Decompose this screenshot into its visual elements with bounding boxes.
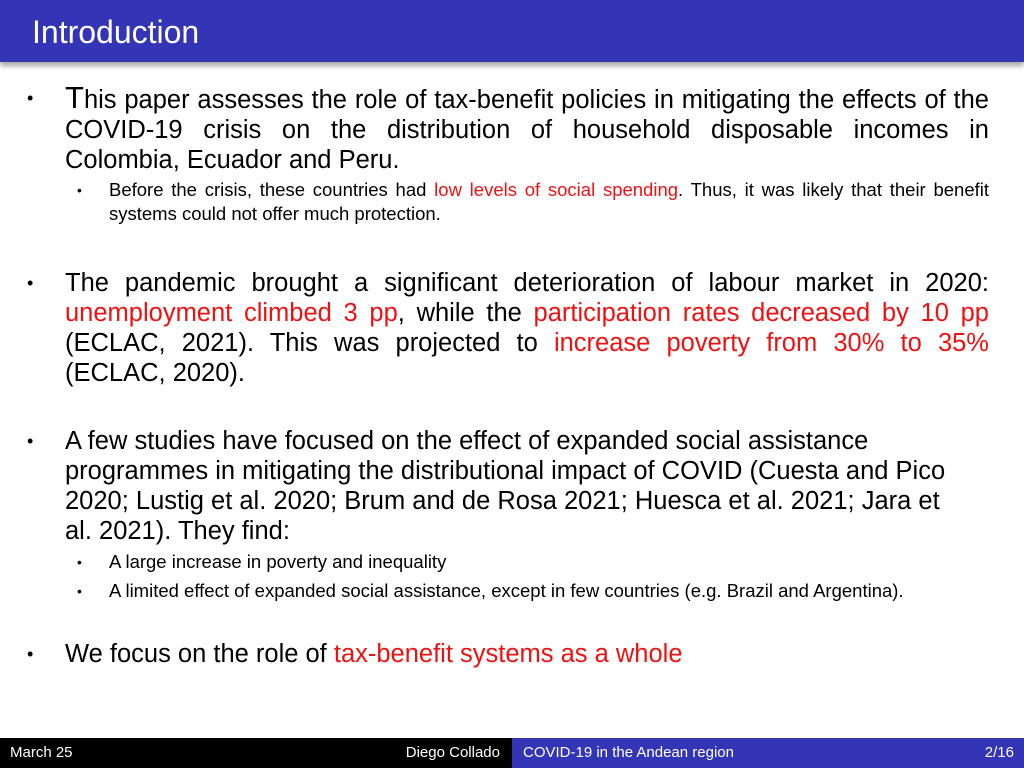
bullet-text: (ECLAC, 2021). This was projected to	[65, 329, 554, 357]
highlight-text: low levels of social spending	[434, 179, 679, 200]
footer-author: Diego Collado	[405, 744, 500, 761]
sub-bullet-poverty-increase	[77, 550, 989, 574]
bullet-icon: •	[27, 644, 34, 664]
footer-left-panel	[0, 738, 512, 768]
footer-short-title: COVID-19 in the Andean region	[523, 744, 734, 761]
bullet-text: We focus on the role of	[65, 640, 334, 668]
bullet-icon: •	[27, 431, 34, 451]
footer-page-number: 2/16	[984, 744, 1014, 761]
sub-list	[65, 550, 989, 603]
highlight-text: unemployment climbed 3 pp	[65, 299, 398, 327]
sub-list	[65, 178, 989, 226]
bullet-text: (ECLAC, 2020).	[65, 359, 245, 387]
sub-bullet-social-spending	[77, 178, 990, 226]
sub-bullet-text: Before the crisis, these countries had	[109, 179, 435, 200]
bullet-text: , while the	[397, 299, 534, 327]
sub-bullet-icon: •	[77, 583, 82, 599]
highlight-text: increase poverty from 30% to 35%	[553, 329, 989, 357]
highlight-text: tax-benefit systems as a whole	[333, 640, 683, 668]
bullet-icon: •	[27, 273, 34, 293]
sub-bullet-icon: •	[77, 554, 82, 570]
bullet-item-paper-purpose	[27, 80, 989, 175]
sub-bullet-icon: •	[77, 182, 82, 198]
slide-footer	[0, 738, 1024, 768]
bullet-text: his paper assesses the role of tax-benefit policies in mitigating the effects of the COVID-19 crisis on the distribution of household disposable incomes in Colombia, Ecuador and Peru.	[65, 86, 989, 174]
drop-letter: T	[65, 80, 84, 115]
bullet-icon: •	[27, 88, 34, 108]
bullet-text: A few studies have focused on the effect of expanded social assistance programmes in mitigating the distributional impact of COVID (Cuesta and Pico 2020; Lustig et al. 2020; Brum and de Rosa 2021; Huesca et al. 2021; Jara et al. 2021). They find:	[65, 427, 946, 545]
bullet-item-labour-market	[27, 268, 989, 388]
footer-date: March 25	[10, 744, 73, 761]
sub-bullet-text: A large increase in poverty and inequality	[109, 551, 447, 572]
bullet-item-focus	[27, 639, 989, 669]
slide-title: Introduction	[32, 14, 200, 50]
bullet-text: The pandemic brought a significant deterioration of labour market in 2020:	[65, 269, 989, 297]
sub-bullet-text: A limited effect of expanded social assistance, except in few countries (e.g. Brazil and Argentina).	[109, 580, 904, 601]
sub-bullet-text: . Thus, it was likely that their benefit systems could not offer much protection.	[109, 179, 990, 224]
slide-header	[0, 0, 1024, 62]
slide-body	[0, 80, 1024, 669]
highlight-text: participation rates decreased by 10 pp	[533, 299, 989, 327]
bullet-item-prior-studies	[27, 426, 965, 546]
sub-bullet-limited-effect	[77, 579, 929, 603]
footer-right-panel	[512, 738, 1024, 768]
